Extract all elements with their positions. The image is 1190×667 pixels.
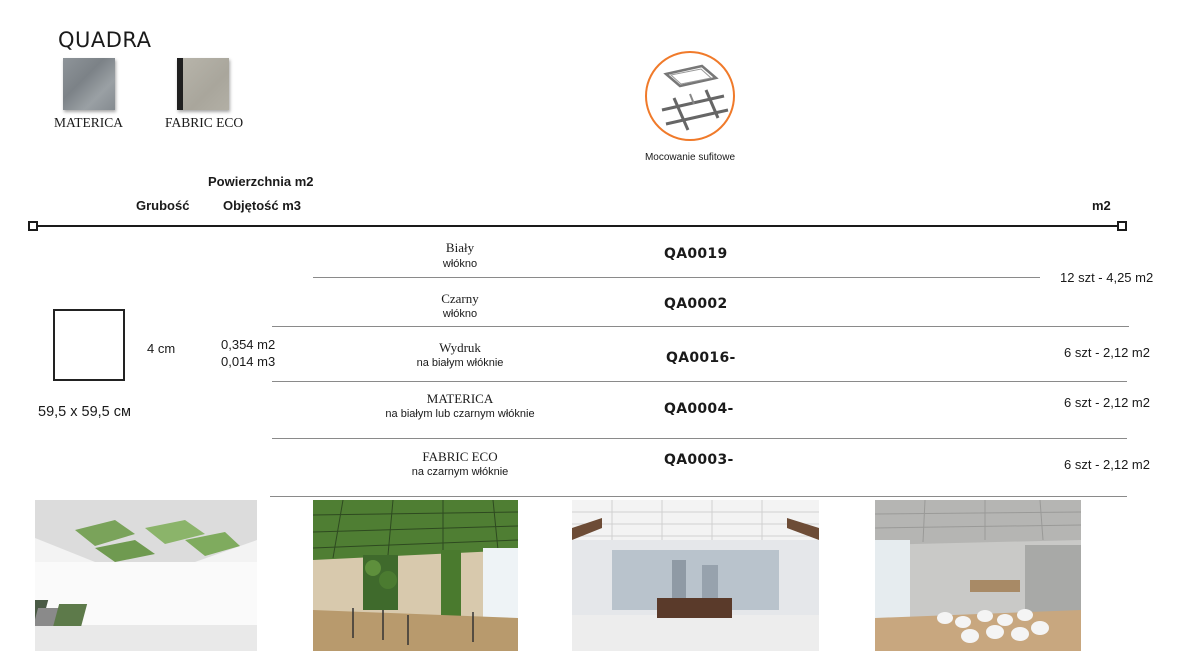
photo-concrete-conference-room [875, 500, 1081, 651]
divider-end-left [28, 221, 38, 231]
row-separator [272, 381, 1127, 382]
dimensions-value: 59,5 x 59,5 см [38, 404, 131, 420]
photo-green-cafe-ceiling [313, 500, 518, 651]
ceiling-grid-icon [644, 50, 736, 142]
row-separator [313, 277, 1040, 278]
header-surface: Powierzchnia m2 [208, 174, 314, 189]
product-title: QUADRA [58, 28, 152, 52]
row-name: Czarny [441, 291, 479, 306]
volume-value: 0,014 m3 [221, 354, 276, 369]
row-separator [270, 496, 1127, 497]
row-separator [272, 326, 1129, 327]
header-m2: m2 [1092, 198, 1111, 213]
fabric-eco-label: FABRIC ECO [165, 115, 244, 130]
header-volume: Objętość m3 [223, 198, 302, 213]
photo-grey-office-ceiling [572, 500, 819, 651]
mounting-label: Mocowanie sufitowe [644, 152, 736, 163]
area-value: 0,354 m2 [221, 337, 276, 352]
header-divider [33, 225, 1123, 227]
thickness-value: 4 cm [147, 341, 176, 356]
row-sub: na białym lub czarnym włóknie [385, 408, 535, 420]
row-code: QA0019 [664, 246, 728, 262]
header-thickness: Grubość [136, 198, 190, 213]
photo-white-room-green-ceiling [35, 500, 257, 651]
row-qty: 12 szt - 4,25 m2 [1060, 270, 1154, 285]
materica-label: MATERICA [54, 115, 124, 130]
row-code: QA0016- [666, 350, 736, 366]
fabric-eco-swatch [177, 58, 229, 110]
row-sub: na czarnym włóknie [411, 466, 509, 478]
row-name: FABRIC ECO [422, 449, 498, 464]
row-name: MATERICA [426, 391, 494, 406]
row-code: QA0004- [664, 401, 734, 417]
row-name: Biały [445, 240, 475, 255]
row-code: QA0003- [664, 452, 734, 468]
row-sub: włókno [442, 308, 478, 320]
row-separator [272, 438, 1127, 439]
row-name: Wydruk [439, 340, 481, 355]
row-sub: włókno [442, 258, 478, 270]
row-sub: na białym włóknie [416, 357, 504, 369]
area-volume [221, 336, 275, 370]
materica-swatch [63, 58, 115, 110]
row-qty: 6 szt - 2,12 m2 [1064, 395, 1150, 410]
tile-size-square-icon [53, 309, 125, 381]
row-qty: 6 szt - 2,12 m2 [1064, 457, 1150, 472]
row-qty: 6 szt - 2,12 m2 [1064, 345, 1150, 360]
row-code: QA0002 [664, 296, 728, 312]
divider-end-right [1117, 221, 1127, 231]
